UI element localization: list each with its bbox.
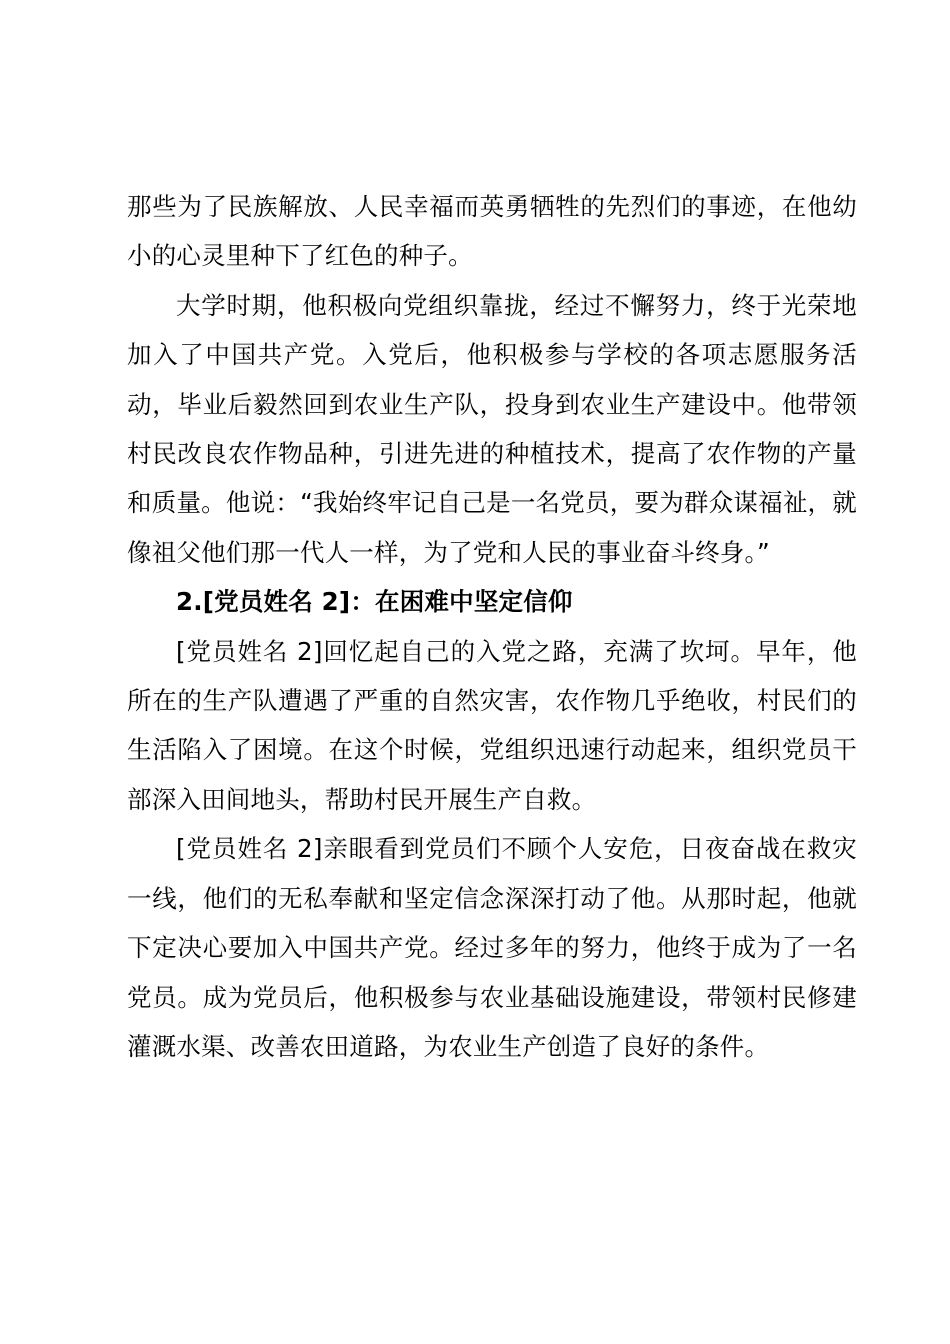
- section-heading: 2.[党员姓名 2]：在困难中坚定信仰: [176, 587, 573, 617]
- paragraph-university: 大学时期，他积极向党组织靠拢，经过不懈努力，终于光荣地加入了中国共产党。入党后，他积极参与学校的各项志愿服务活动，毕业后毅然回到农业生产队，投身到农业生产建设中。他带领村民改良农作物品种，引进先进的种植技术，提高了农作物的产量和质量。他说：“我始终牢记自己是一名党员，要为群众谋福祉，就像祖父他们那一代人一样，为了党和人民的事业奋斗终身。”: [127, 290, 857, 567]
- paragraph-hardship: [党员姓名 2]回忆起自己的入党之路，充满了坎坷。早年，他所在的生产队遭遇了严重的自然灾害，农作物几乎绝收，村民们的生活陷入了困境。在这个时候，党组织迅速行动起来，组织党员干部深入田间地头，帮助村民开展生产自救。: [127, 636, 857, 814]
- paragraph-continuation: 那些为了民族解放、人民幸福而英勇牺牲的先烈们的事迹，在他幼小的心灵里种下了红色的种子。: [127, 192, 857, 271]
- paragraph-joining-party: [党员姓名 2]亲眼看到党员们不顾个人安危，日夜奋战在救灾一线，他们的无私奉献和坚定信念深深打动了他。从那时起，他就下定决心要加入中国共产党。经过多年的努力，他终于成为了一名党员。成为党员后，他积极参与农业基础设施建设，带领村民修建灌溉水渠、改善农田道路，为农业生产创造了良好的条件。: [127, 834, 857, 1061]
- document-body: [127, 182, 857, 1071]
